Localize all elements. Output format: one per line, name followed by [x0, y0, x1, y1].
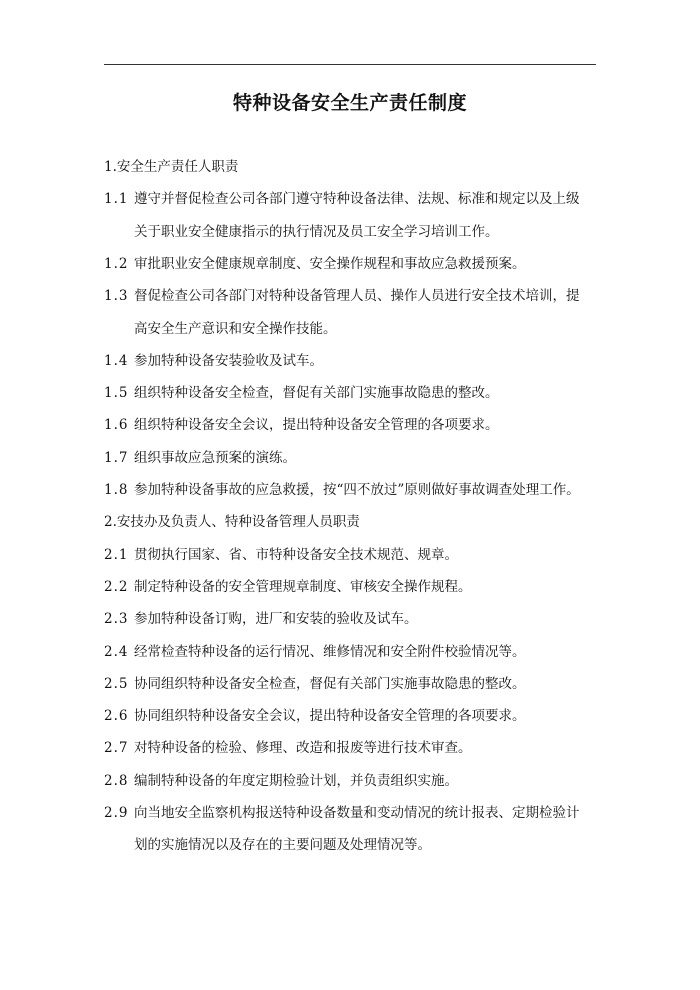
clause-text: 编制特种设备的年度定期检验计划，并负责组织实施。 [134, 772, 458, 789]
clause-continuation-line [134, 319, 337, 339]
clause-number: 2.3 [104, 611, 129, 628]
section-heading-number: 2. [104, 514, 117, 531]
clause-line [104, 706, 526, 726]
clause-text: 制定特种设备的安全管理规章制度、审核安全操作规程。 [134, 578, 472, 595]
clause-line [104, 351, 323, 371]
clause-continuation-line [134, 222, 499, 242]
clause-line [104, 545, 458, 565]
clause-line [104, 577, 472, 597]
clause-line [104, 189, 580, 209]
clause-number: 2.5 [104, 675, 129, 692]
clause-text: 遵守并督促检查公司各部门遵守特种设备法律、法规、标准和规定以及上级 [134, 191, 580, 208]
clause-number: 2.2 [104, 578, 129, 595]
clause-number: 1.1 [104, 191, 129, 208]
section-heading-text: 安技办及负责人、特种设备管理人员职责 [116, 514, 360, 531]
section-heading [104, 157, 238, 177]
clause-text: 组织特种设备安全会议，提出特种设备安全管理的各项要求。 [134, 417, 499, 434]
clause-text: 组织事故应急预案的演练。 [134, 449, 296, 466]
clause-line [104, 286, 580, 306]
clause-text: 协同组织特种设备安全会议，提出特种设备安全管理的各项要求。 [134, 708, 526, 725]
clause-line [104, 480, 580, 500]
clause-number: 2.8 [104, 772, 129, 789]
clause-line [104, 448, 296, 468]
clause-number: 1.6 [104, 417, 129, 434]
clause-line [104, 415, 499, 435]
clause-text: 经常检查特种设备的运行情况、维修情况和安全附件校验情况等。 [134, 643, 526, 660]
clause-line [104, 254, 526, 274]
clause-number: 2.4 [104, 643, 129, 660]
clause-number: 1.2 [104, 255, 129, 272]
clause-line [104, 771, 458, 791]
clause-line [104, 803, 580, 823]
clause-line [104, 383, 499, 403]
clause-number: 2.1 [104, 546, 129, 563]
clause-text: 高安全生产意识和安全操作技能。 [134, 320, 337, 337]
clause-line [104, 642, 526, 662]
clause-text: 划的实施情况以及存在的主要问题及处理情况等。 [134, 837, 431, 854]
clause-number: 2.7 [104, 740, 129, 757]
clause-continuation-line [134, 835, 431, 855]
clause-number: 1.7 [104, 449, 129, 466]
clause-text: 督促检查公司各部门对特种设备管理人员、操作人员进行安全技术培训，提 [134, 288, 580, 305]
section-heading-text: 安全生产责任人职责 [116, 159, 239, 175]
clause-number: 2.9 [104, 805, 129, 821]
clause-number: 1.8 [104, 482, 129, 498]
clause-number: 1.4 [104, 352, 129, 369]
clause-text: 参加特种设备订购，进厂和安装的验收及试车。 [134, 611, 418, 628]
clause-number: 2.6 [104, 708, 129, 725]
clause-line [104, 738, 472, 758]
clause-line [104, 609, 418, 629]
clause-text: 审批职业安全健康规章制度、安全操作规程和事故应急救援预案。 [134, 255, 526, 272]
clause-text: 贯彻执行国家、省、市特种设备安全技术规范、规章。 [134, 546, 458, 563]
clause-text: 参加特种设备安装验收及试车。 [134, 352, 323, 369]
clause-number: 1.3 [104, 288, 129, 305]
section-heading-number: 1. [104, 159, 117, 175]
clause-number: 1.5 [104, 385, 129, 402]
clause-text: 对特种设备的检验、修理、改造和报废等进行技术审查。 [134, 740, 472, 757]
clause-text: 参加特种设备事故的应急救援，按“四不放过”原则做好事故调查处理工作。 [134, 482, 580, 498]
clause-text: 协同组织特种设备安全检查，督促有关部门实施事故隐患的整改。 [134, 675, 526, 692]
clause-text: 组织特种设备安全检查，督促有关部门实施事故隐患的整改。 [134, 385, 499, 402]
section-heading [104, 512, 360, 532]
document-title: 特种设备安全生产责任制度 [232, 92, 467, 114]
clause-text: 向当地安全监察机构报送特种设备数量和变动情况的统计报表、定期检验计 [134, 805, 580, 821]
clause-text: 关于职业安全健康指示的执行情况及员工安全学习培训工作。 [134, 223, 499, 240]
clause-line [104, 674, 526, 694]
